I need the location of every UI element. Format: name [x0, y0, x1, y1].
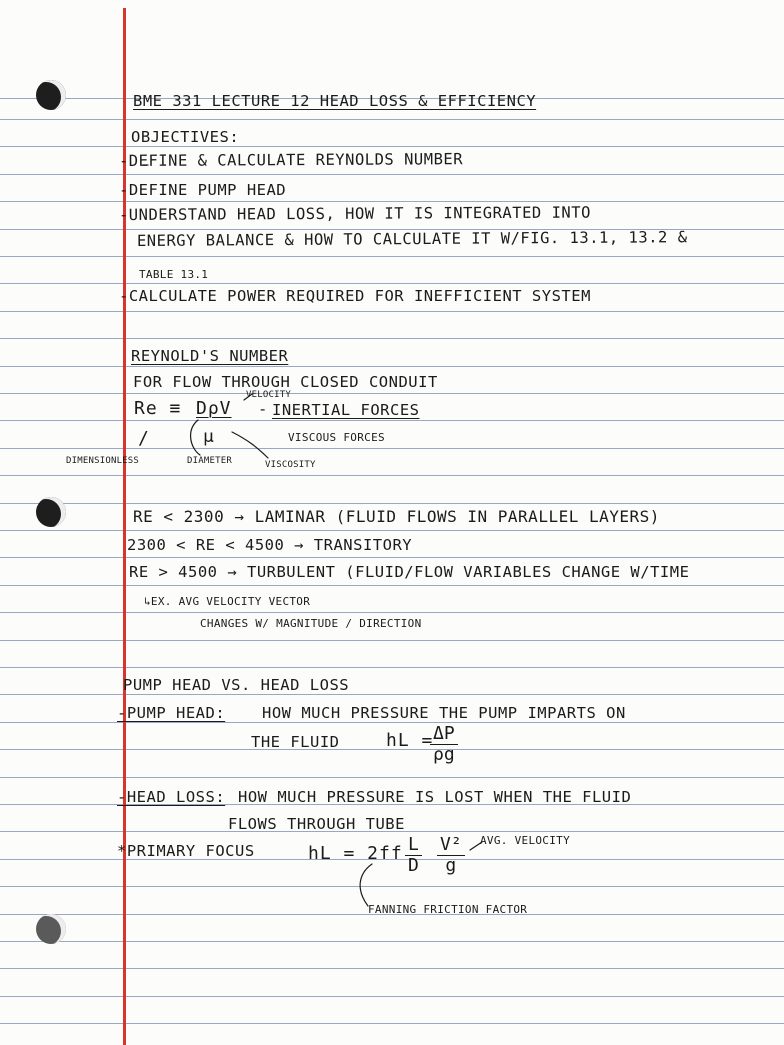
- head-loss-text-2: FLOWS THROUGH TUBE: [228, 815, 405, 833]
- hl-denominator: ρg: [433, 743, 455, 765]
- reynolds-heading: REYNOLD'S NUMBER: [131, 347, 289, 365]
- regime-turbulent: RE > 4500 → TURBULENT (FLUID/FLOW VARIABLES CHANGE W/TIME: [129, 563, 690, 581]
- reynolds-subtitle: FOR FLOW THROUGH CLOSED CONDUIT: [133, 373, 438, 391]
- avg-velocity-annotation: AVG. VELOCITY: [480, 834, 570, 847]
- velocity-annotation: VELOCITY: [246, 390, 291, 400]
- head-loss-label: -HEAD LOSS:: [117, 788, 226, 806]
- pump-head-text-2: THE FLUID: [251, 733, 340, 751]
- viscous-forces-label: VISCOUS FORCES: [288, 431, 385, 444]
- avg-velocity-pointer: [470, 842, 482, 850]
- primary-focus-label: *PRIMARY FOCUS: [117, 842, 255, 860]
- hl2-numerator-l: L: [405, 835, 422, 856]
- hl2-numerator-v2: V²: [437, 835, 465, 856]
- diameter-pointer: [191, 420, 200, 455]
- hl2-symbol: hL = 2ff: [308, 843, 403, 864]
- hl-numerator: ΔP: [430, 724, 458, 745]
- viscosity-pointer: [232, 432, 268, 458]
- hl2-denominator-d: D: [408, 854, 419, 876]
- reynolds-eq-numerator: DρV: [196, 398, 232, 419]
- objective-item: -CALCULATE POWER REQUIRED FOR INEFFICIENT SYSTEM: [119, 287, 591, 305]
- pump-head-label: -PUMP HEAD:: [117, 704, 226, 722]
- example-line-2: CHANGES W/ MAGNITUDE / DIRECTION: [200, 617, 422, 630]
- hl2-denominator-g: g: [445, 854, 457, 876]
- dimensionless-annotation: DIMENSIONLESS: [66, 456, 140, 466]
- objective-item: TABLE 13.1: [139, 268, 209, 281]
- objective-item: -UNDERSTAND HEAD LOSS, HOW IT IS INTEGRATED INTO: [118, 203, 591, 224]
- objective-item: -DEFINE PUMP HEAD: [119, 181, 287, 199]
- mu-symbol: μ: [203, 426, 215, 447]
- objective-item: -DEFINE & CALCULATE REYNOLDS NUMBER: [118, 150, 464, 170]
- inertial-forces-label: INERTIAL FORCES: [272, 401, 420, 419]
- reynolds-slash: /: [138, 428, 150, 449]
- diameter-annotation: DIAMETER: [187, 456, 232, 466]
- pump-heading: PUMP HEAD VS. HEAD LOSS: [123, 676, 350, 694]
- head-loss-text: HOW MUCH PRESSURE IS LOST WHEN THE FLUID: [238, 788, 632, 806]
- reynolds-eq-lhs: Re ≡: [134, 398, 182, 419]
- pump-head-text: HOW MUCH PRESSURE THE PUMP IMPARTS ON: [262, 704, 626, 722]
- objectives-heading: OBJECTIVES:: [131, 128, 240, 146]
- page-title: BME 331 LECTURE 12 HEAD LOSS & EFFICIENCY: [133, 92, 537, 110]
- example-line-1: ↳EX. AVG VELOCITY VECTOR: [144, 595, 311, 608]
- regime-transitory: 2300 < RE < 4500 → TRANSITORY: [127, 536, 413, 554]
- reynolds-arrow: -: [258, 400, 268, 418]
- viscosity-annotation: VISCOSITY: [265, 460, 316, 470]
- hl-symbol: hL =: [386, 730, 434, 751]
- fanning-annotation: FANNING FRICTION FACTOR: [368, 903, 528, 916]
- velocity-pointer: [244, 394, 252, 400]
- regime-laminar: RE < 2300 → LAMINAR (FLUID FLOWS IN PARALLEL LAYERS): [133, 507, 660, 526]
- objective-item: ENERGY BALANCE & HOW TO CALCULATE IT W/FIG. 13.1, 13.2 &: [136, 228, 688, 250]
- fanning-pointer: [360, 864, 372, 906]
